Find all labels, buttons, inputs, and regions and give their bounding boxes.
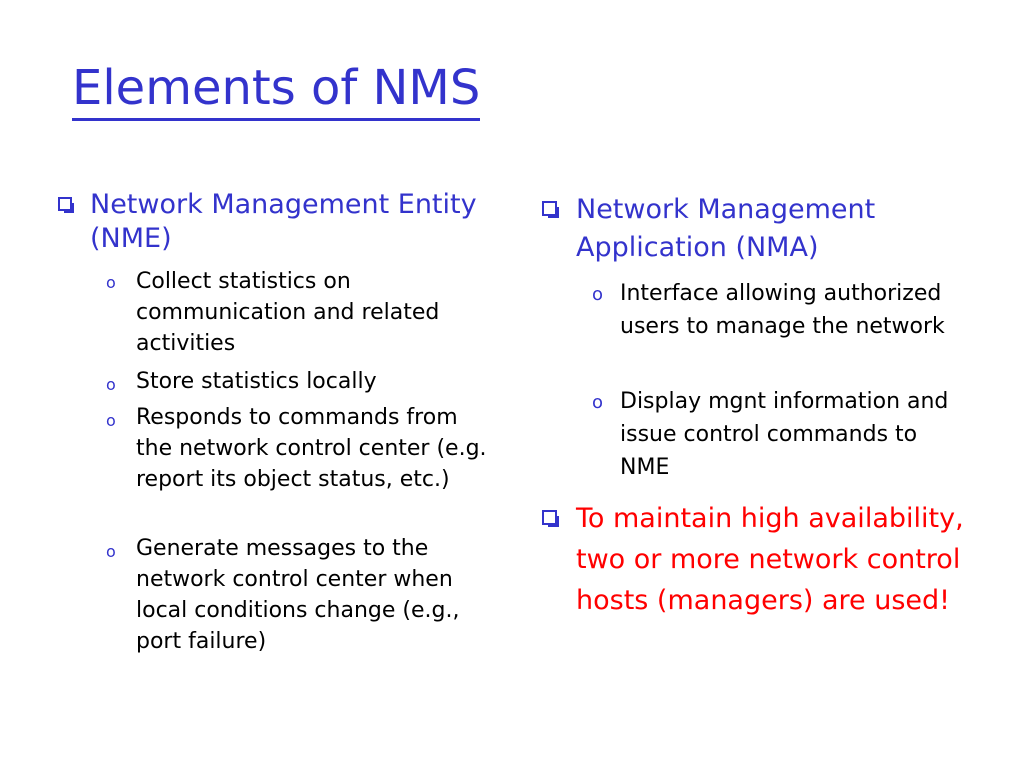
right-item-1: Interface allowing authorized users to manage the network bbox=[620, 281, 945, 339]
circle-bullet-icon: o bbox=[592, 284, 604, 305]
left-item-2: Store statistics locally bbox=[136, 369, 377, 394]
left-heading: Network Management Entity (NME) bbox=[90, 189, 477, 254]
left-item-1: Collect statistics on communication and related activities bbox=[136, 269, 440, 356]
square-bullet-icon bbox=[542, 510, 557, 525]
left-item-4: Generate messages to the network control center when local conditions change (e.g., port failure) bbox=[136, 536, 460, 654]
circle-bullet-icon: o bbox=[106, 411, 116, 430]
availability-note: To maintain high availability, two or more network control hosts (managers) are used! bbox=[576, 503, 964, 616]
slide-title: Elements of NMS bbox=[72, 58, 480, 121]
square-bullet-icon bbox=[58, 197, 72, 211]
circle-bullet-icon: o bbox=[592, 392, 604, 413]
circle-bullet-icon: o bbox=[106, 542, 116, 561]
right-heading: Network Management Application (NMA) bbox=[576, 194, 876, 263]
circle-bullet-icon: o bbox=[106, 273, 116, 292]
square-bullet-icon bbox=[542, 201, 557, 216]
circle-bullet-icon: o bbox=[106, 375, 116, 394]
right-item-2: Display mgnt information and issue control commands to NME bbox=[620, 389, 949, 480]
left-item-3: Responds to commands from the network control center (e.g. report its object status, etc.) bbox=[136, 405, 487, 492]
